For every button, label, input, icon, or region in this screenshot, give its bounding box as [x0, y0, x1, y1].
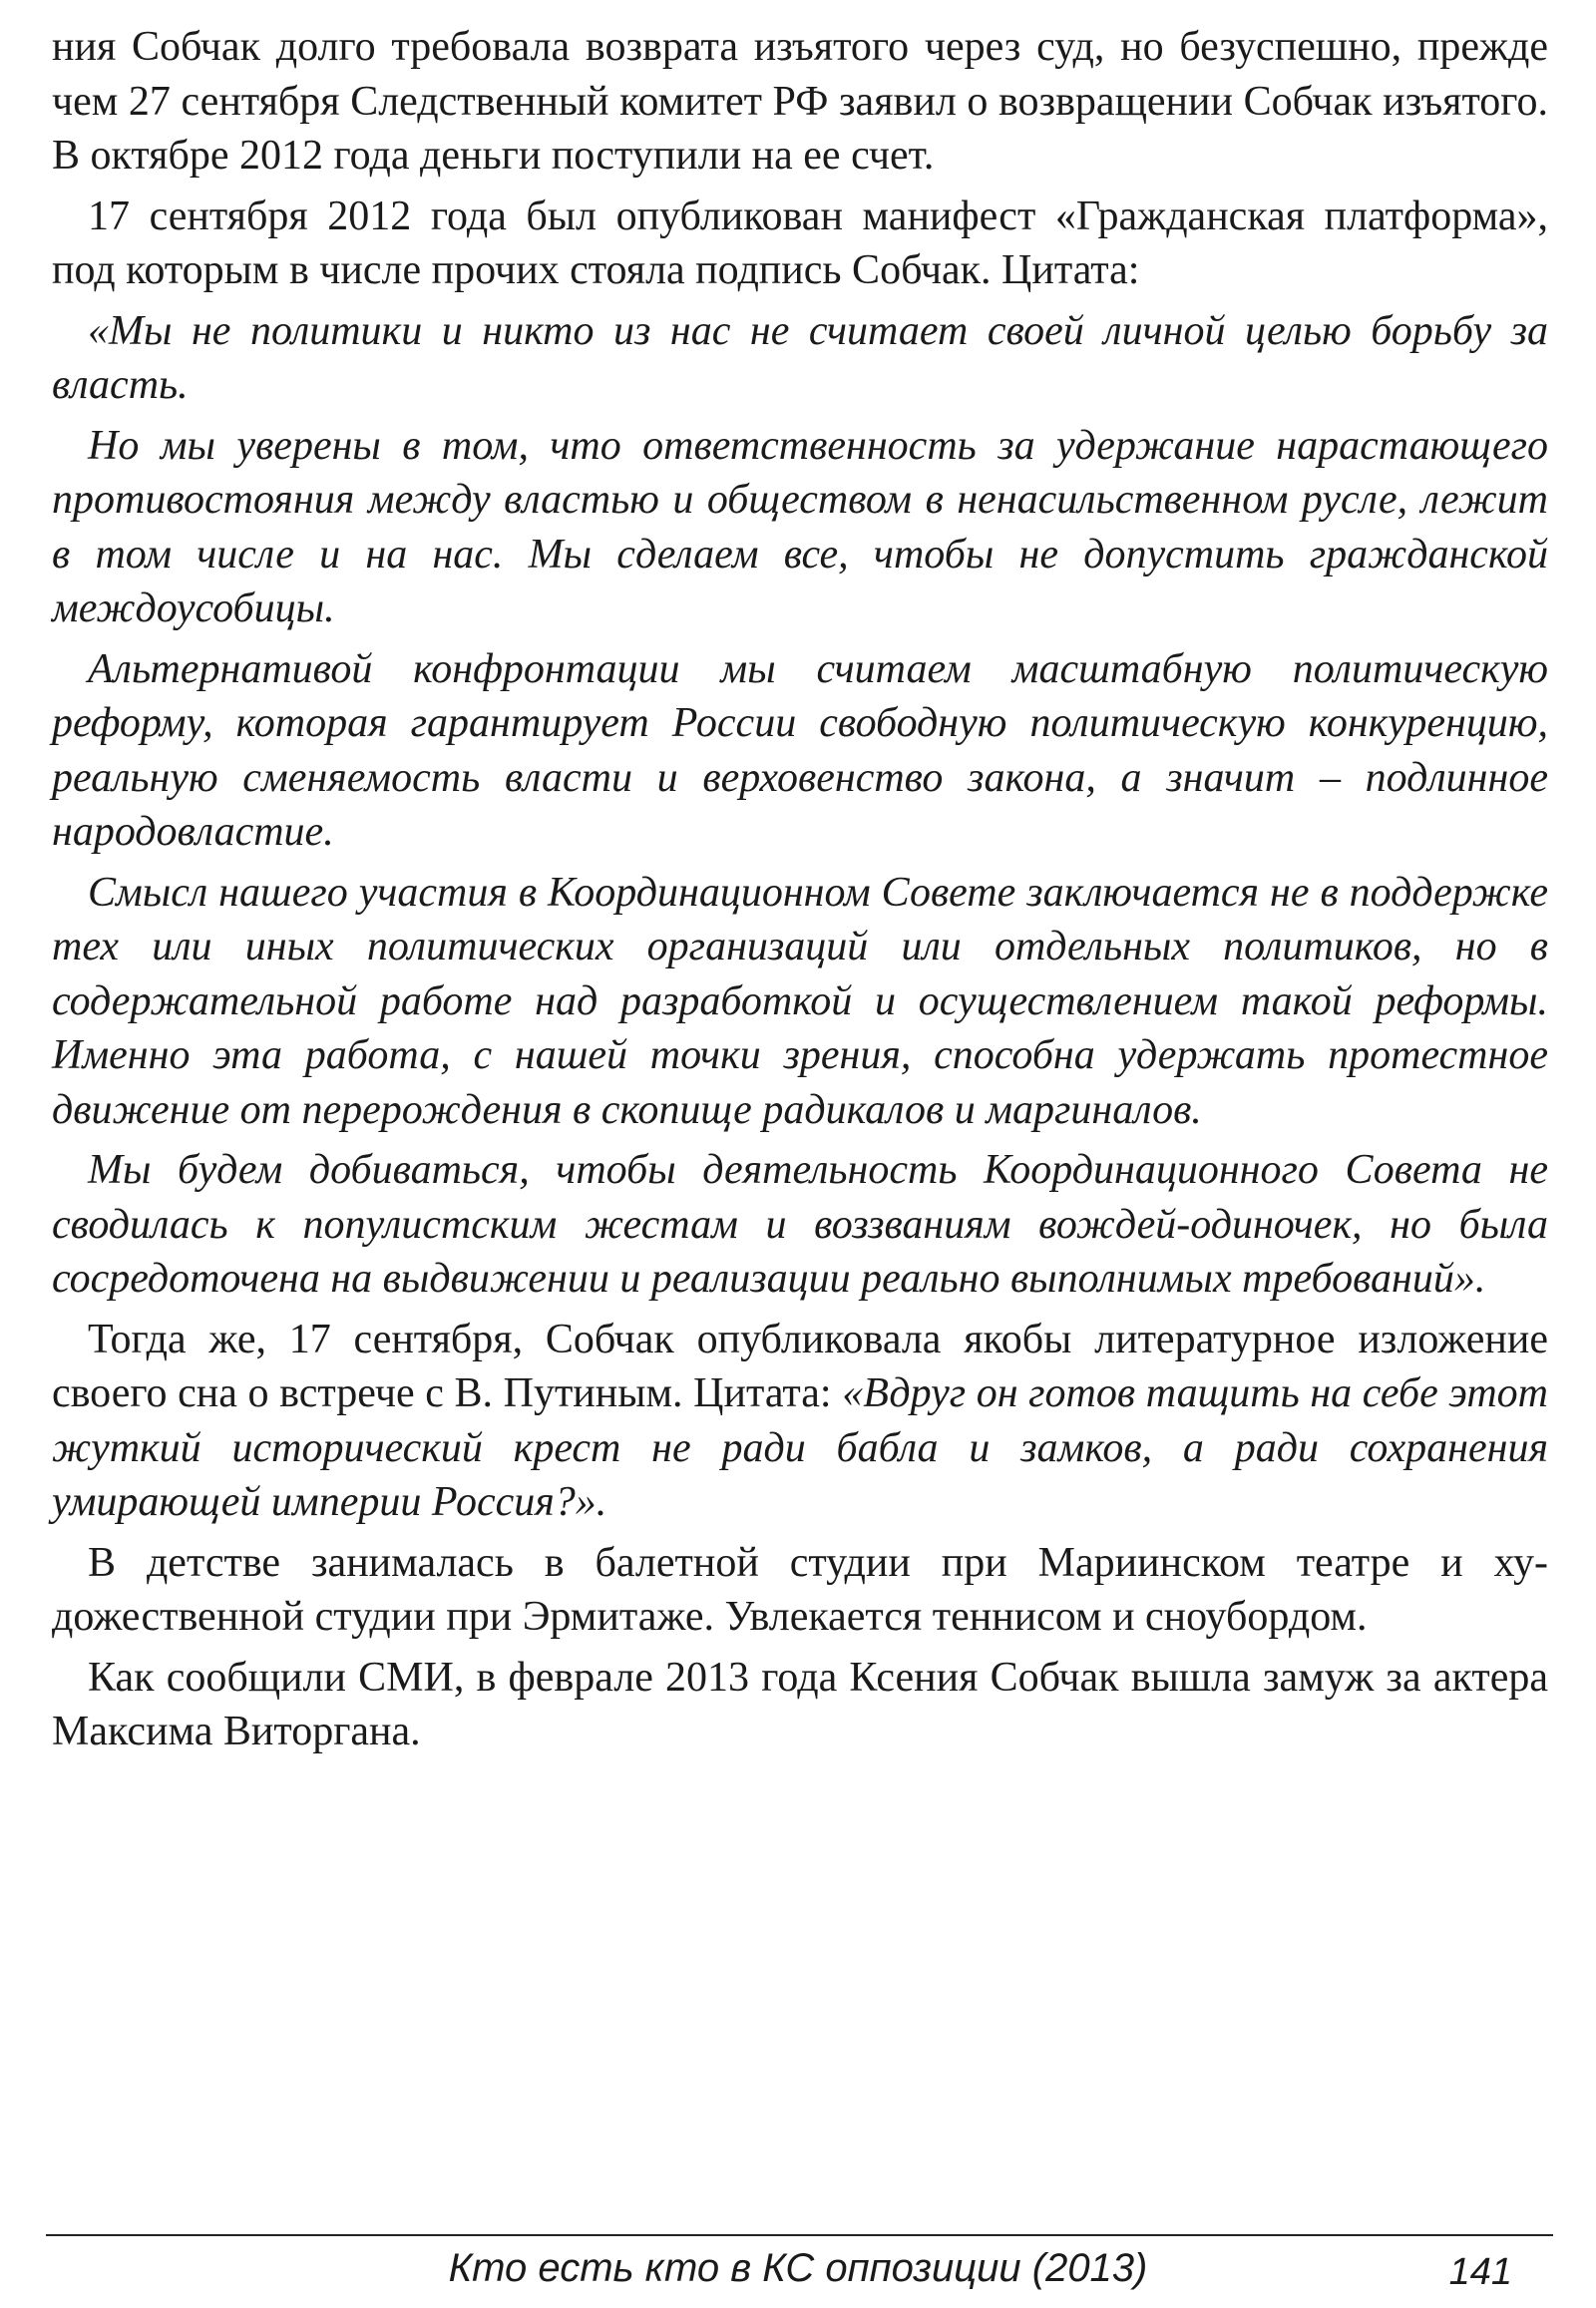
paragraph-childhood: В детстве занималась в балетной студии при Мариинском театре и художественной студии при Эрмитаже. Увлекается теннисом и сноубордом.: [52, 1539, 1548, 1640]
footer-divider: [46, 2234, 1553, 2236]
paragraph-marriage: Как сообщили СМИ, в феврале 2013 года Ксения Собчак вышла замуж за актера Максима Виторгана.: [52, 1654, 1548, 1754]
footer-book-title: Кто есть кто в КС оппозиции (2013): [448, 2246, 1148, 2290]
quote-paragraph-4: Смысл нашего участия в Координационном Совете заключается не в поддержке тех или иных политических организаций или отдельных политиков, но в содержательной работе над разработкой и осуществлением такой реформы. Именно эта работа, с нашей точки зрения, способна удержать протестное движение от перерождения в скопище радикалов и маргиналов.: [52, 869, 1548, 1133]
paragraph-dream: [52, 1313, 1548, 1530]
quote-paragraph-3: Альтернативой конфронтации мы считаем масштабную политическую реформу, которая гарантирует России свободную политическую конкуренцию, реальную сменяемость власти и верховенство закона, а значит – подлинное народовластие.: [52, 645, 1548, 855]
quote-paragraph-2: Но мы уверены в том, что ответственность за удержание нарастающего противостояния между властью и обществом в ненасильственном русле, лежит в том числе и на нас. Мы сделаем все, чтобы не допустить гражданской междоусобицы.: [52, 422, 1548, 631]
paragraph-continuation: ния Собчак долго требовала возврата изъятого через суд, но безуспешно, прежде чем 27 сентября Следственный комитет РФ заявил о возвращении Собчак изъятого. В октябре 2012 года деньги поступили на ее счет.: [52, 24, 1548, 179]
paragraph-dream-lead: Тогда же, 17 сентября, Собчак опубликовала якобы литературное изложение своего сна о встрече с В. Путиным. Цитата:: [52, 1316, 1548, 1416]
paragraph-dream-quote: «Вдруг он готов тащить на себе этот жуткий исторический крест не ради бабла и замков, а ради сохранения умирающей империи Россия?».: [52, 1370, 1548, 1525]
page-number: 141: [1448, 2251, 1512, 2293]
quote-paragraph-1: «Мы не политики и никто из нас не считает своей личной целью борьбу за власть.: [52, 307, 1548, 408]
quote-paragraph-5: Мы будем добиваться, чтобы деятельность Координационного Совета не сводилась к популистским жестам и воззваниям вождей-одиночек, но была сосредоточена на выдвижении и реализации реально выполнимых требований».: [52, 1147, 1548, 1302]
paragraph-manifesto: 17 сентября 2012 года был опубликован манифест «Гражданская платформа», под которым в числе прочих стояла подпись Собчак. Цитата:: [52, 192, 1548, 293]
page-body: [52, 20, 1548, 1765]
